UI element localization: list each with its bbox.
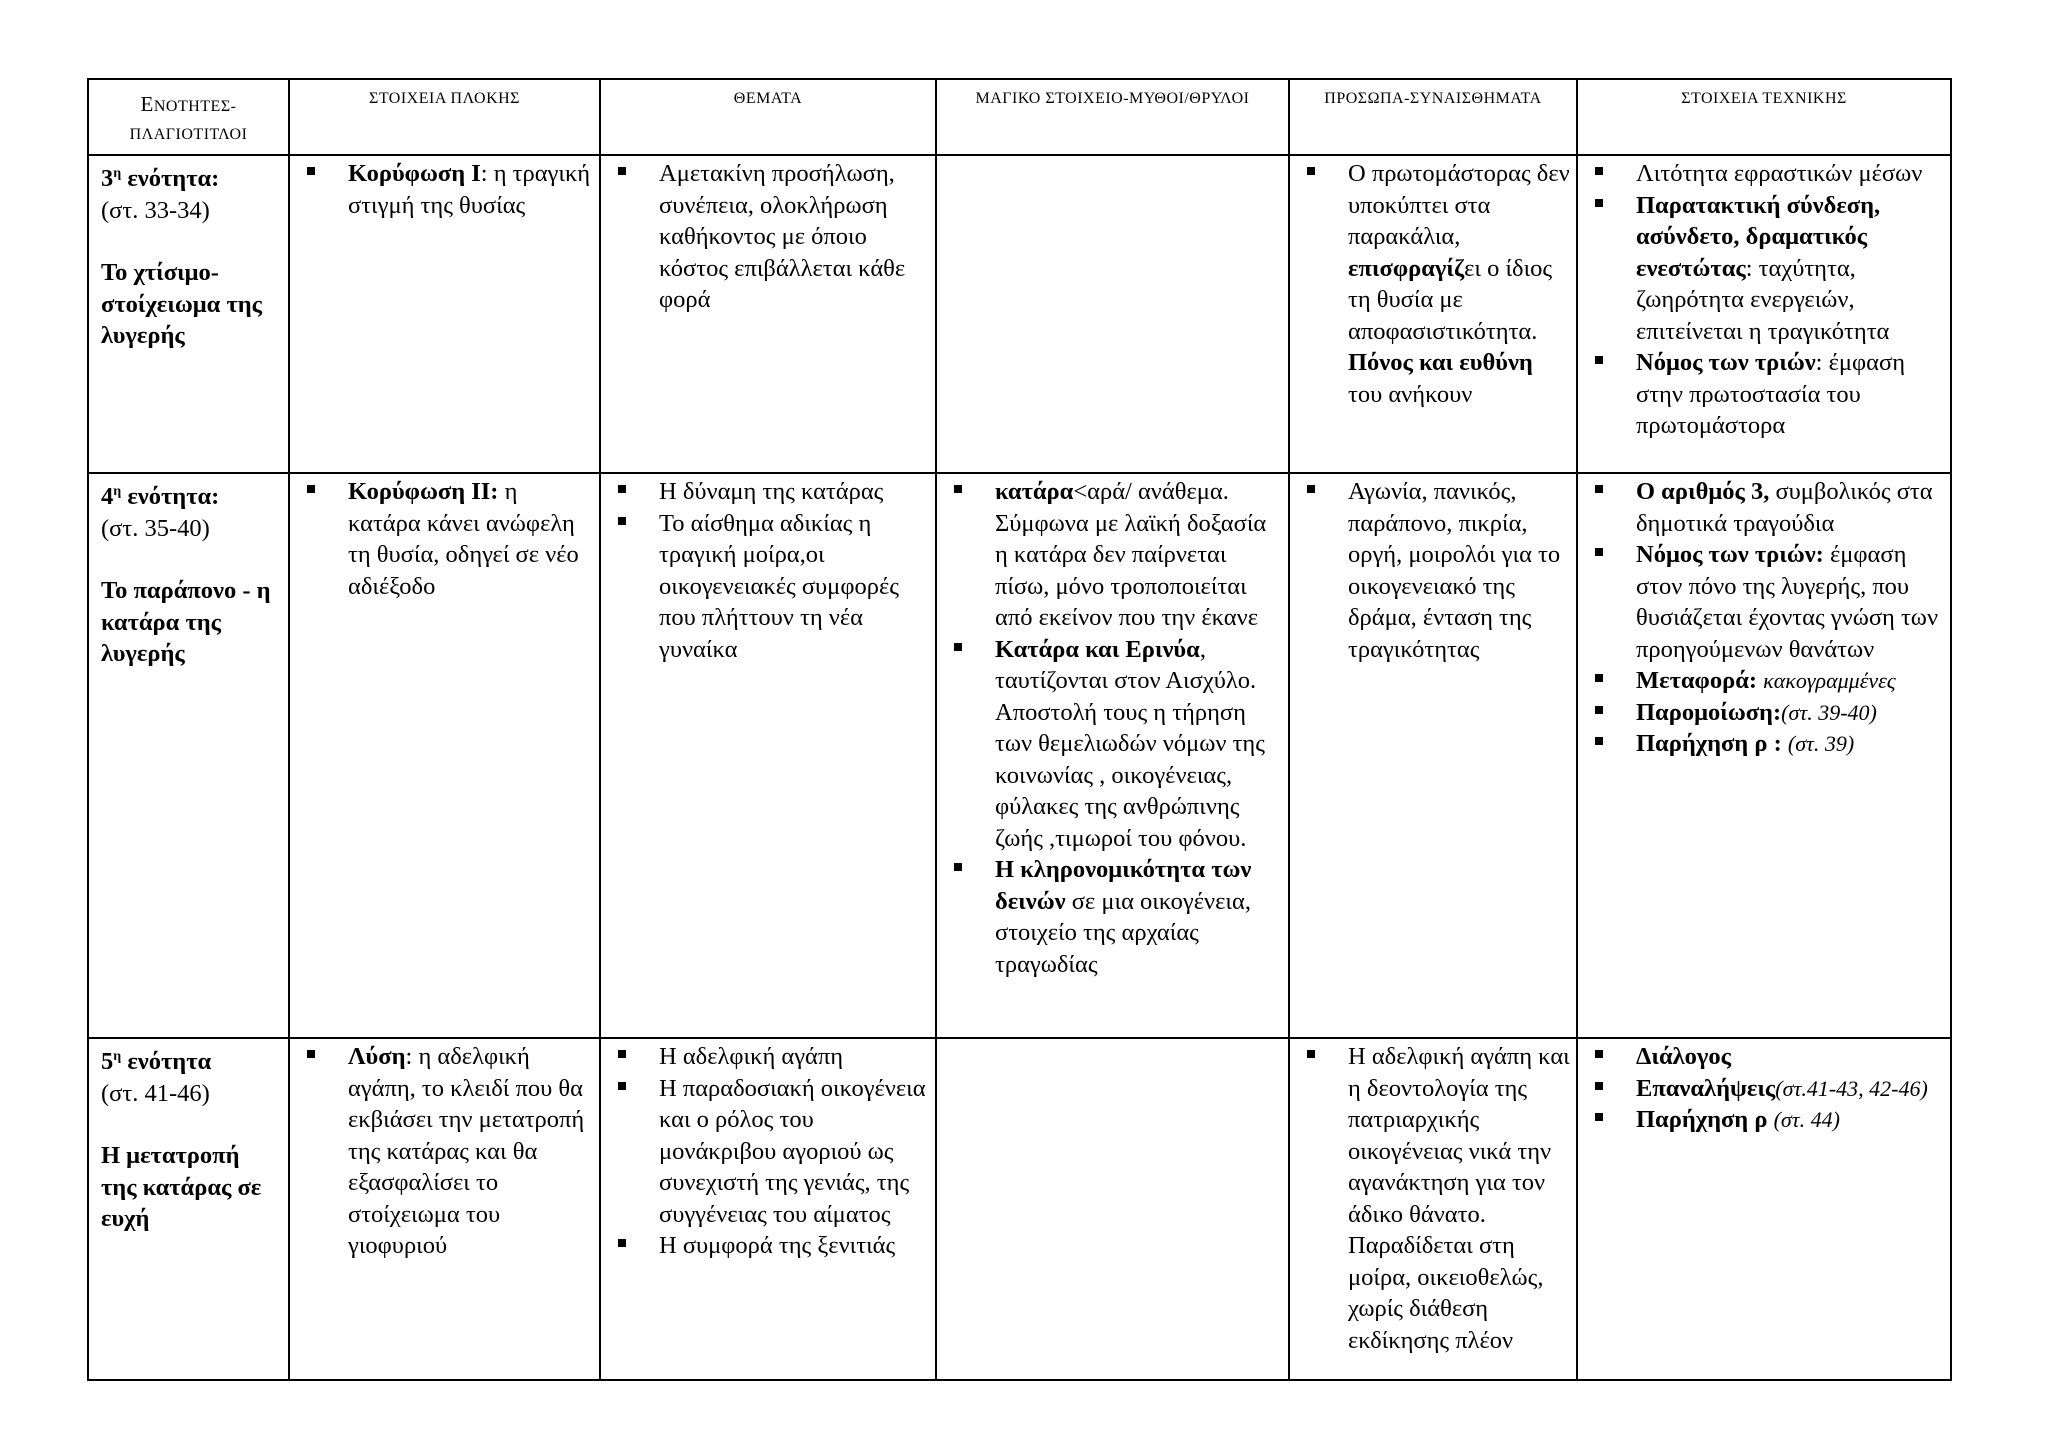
header-row bbox=[88, 79, 1951, 155]
section-title: Η μετατροπή της κατάρας σε ευχή bbox=[101, 1142, 262, 1233]
list-item: Η παραδοσιακή οικογένεια και ο ρόλος του μονάκριβου αγοριού ως συνεχιστή της γενιάς, της συγγένειας του αίματος bbox=[601, 1073, 931, 1231]
magic-list bbox=[937, 156, 1288, 158]
bold-text: Πόνος και ευθύνη bbox=[1348, 349, 1533, 376]
text: : η αδελφική αγάπη, το κλειδί που θα εκβιάσει την μετατροπή της κατάρας και θα εξασφαλίσει το στοίχειωμα του γιοφυριού bbox=[348, 1043, 585, 1259]
persons-list bbox=[1290, 156, 1576, 410]
list-item bbox=[1578, 1041, 1946, 1073]
section-number: 4 bbox=[101, 483, 114, 511]
technique-cell bbox=[1577, 1038, 1951, 1380]
text: : έμφαση στην πρωτοστασία του πρωτομάστορα bbox=[1636, 349, 1906, 439]
list-item bbox=[1290, 158, 1572, 410]
list-item bbox=[1290, 476, 1572, 665]
persons-cell bbox=[1289, 473, 1577, 1038]
list-item: Η αδελφική αγάπη bbox=[601, 1041, 931, 1073]
header-plot: ΣΤΟΙΧΕΙΑ ΠΛΟΚΗΣ bbox=[289, 79, 600, 155]
section-cell bbox=[88, 473, 289, 1038]
bold-text: Η κληρονομικότητα των δεινών bbox=[995, 856, 1252, 915]
magic-cell bbox=[936, 1038, 1289, 1380]
list-item bbox=[1578, 347, 1946, 442]
list-item bbox=[290, 158, 595, 221]
section-sup: η bbox=[113, 1049, 122, 1064]
magic-list bbox=[937, 1039, 1288, 1041]
bold-text: Κορύφωση ΙΙ: bbox=[348, 478, 499, 505]
section-sup: η bbox=[113, 166, 122, 181]
section-heading bbox=[101, 1041, 276, 1078]
list-item bbox=[1578, 1073, 1946, 1105]
technique-cell bbox=[1577, 155, 1951, 473]
list-item bbox=[937, 476, 1284, 634]
plot-cell bbox=[289, 1038, 600, 1380]
list-item bbox=[937, 854, 1284, 980]
technique-list bbox=[1578, 474, 1950, 760]
header-technique: ΣΤΟΙΧΕΙΑ ΤΕΧΝΙΚΗΣ bbox=[1577, 79, 1951, 155]
summary-table bbox=[87, 78, 1952, 1381]
header-sections bbox=[88, 79, 289, 155]
themes-cell bbox=[600, 473, 936, 1038]
plot-list bbox=[290, 1039, 599, 1262]
section-label: ενότητα: bbox=[121, 165, 220, 193]
bold-text: Κατάρα και Ερινύα bbox=[995, 635, 1200, 663]
magic-cell bbox=[936, 473, 1289, 1038]
bold-text: Επαναλήψεις bbox=[1636, 1074, 1776, 1102]
section-title: Το παράπονο - η κατάρα της λυγερής bbox=[101, 577, 271, 668]
persons-list bbox=[1290, 474, 1576, 665]
italic-text: (στ. 44) bbox=[1773, 1107, 1840, 1132]
list-item bbox=[1578, 539, 1946, 665]
text: Λιτότητα εφραστικών μέσων bbox=[1636, 160, 1923, 187]
list-item bbox=[1578, 158, 1946, 190]
section-number: 5 bbox=[101, 1048, 114, 1076]
bold-text: επισφραγίζ bbox=[1348, 254, 1465, 282]
text: ει ο ίδιος τη θυσία με αποφασιστικότητα. bbox=[1348, 254, 1553, 345]
section-verses: (στ. 35-40) bbox=[101, 514, 210, 542]
spacer bbox=[101, 544, 276, 575]
bold-text: Ο αριθμός 3, bbox=[1636, 478, 1770, 505]
italic-text: (στ. 39-40) bbox=[1781, 699, 1877, 725]
bold-text: Νόμος των τριών: bbox=[1636, 541, 1824, 568]
bold-text: Παρομοίωση: bbox=[1636, 698, 1782, 726]
text: : η τραγική στιγμή της θυσίας bbox=[348, 160, 591, 219]
text: του ανήκουν bbox=[1348, 380, 1473, 408]
themes-list bbox=[601, 156, 935, 316]
list-item bbox=[1578, 476, 1946, 539]
section-cell bbox=[88, 1038, 289, 1380]
text: Αγωνία, πανικός, παράπονο, πικρία, οργή, μοιρολόι για το οικογενειακό της δράμα, ένταση της τραγικότητας bbox=[1348, 478, 1561, 663]
section-heading bbox=[101, 476, 276, 513]
list-item bbox=[937, 634, 1284, 855]
italic-text: (στ. 39) bbox=[1787, 731, 1855, 756]
technique-cell bbox=[1577, 473, 1951, 1038]
technique-list bbox=[1578, 1039, 1950, 1136]
themes-list bbox=[601, 1039, 935, 1262]
plot-list bbox=[290, 474, 599, 602]
text: η κατάρα κάνει ανώφελη τη θυσία, οδηγεί σε νέο αδιέξοδο bbox=[348, 478, 579, 600]
bold-text: Παρατακτική σύνδεση, ασύνδετο, δραματικός ενεστώτας bbox=[1636, 191, 1881, 282]
text: Η αδελφική αγάπη και η δεοντολογία της πατριαρχικής οικογένειας νικά την αγανάκτηση για τον άδικο θάνατο. Παραδίδεται στη μοίρα, οικειοθελώς, χωρίς διάθεση εκδίκησης πλέον bbox=[1348, 1043, 1570, 1354]
text: : ταχύτητα, ζωηρότητα ενεργειών, επιτείνεται η τραγικότητα bbox=[1636, 254, 1890, 345]
text: <αρά/ ανάθεμα. Σύμφωνα με λαϊκή δοξασία η κατάρα δεν παίρνεται πίσω, μόνο τροποποιείται από εκείνον που την έκανε bbox=[995, 478, 1267, 631]
list-item bbox=[1290, 1041, 1572, 1356]
list-item: Η δύναμη της κατάρας bbox=[601, 476, 931, 508]
bold-text: Μεταφορά: bbox=[1636, 667, 1758, 694]
header-themes: ΘΕΜΑΤΑ bbox=[600, 79, 936, 155]
list-item bbox=[1578, 1104, 1946, 1136]
persons-cell bbox=[1289, 1038, 1577, 1380]
plot-list bbox=[290, 156, 599, 221]
header-persons: ΠΡΟΣΩΠΑ-ΣΥΝΑΙΣΘΗΜΑΤΑ bbox=[1289, 79, 1577, 155]
section-cell bbox=[88, 155, 289, 473]
themes-list bbox=[601, 474, 935, 665]
themes-cell bbox=[600, 1038, 936, 1380]
italic-text: κακογραμμένες bbox=[1763, 668, 1896, 693]
bold-text: Διάλογος bbox=[1636, 1043, 1731, 1070]
plot-cell bbox=[289, 473, 600, 1038]
header-initial: Ε bbox=[140, 92, 154, 116]
bold-text: Νόμος των τριών bbox=[1636, 349, 1816, 376]
section-verses: (στ. 33-34) bbox=[101, 196, 210, 224]
magic-cell bbox=[936, 155, 1289, 473]
italic-text: (στ.41-43, 42-46) bbox=[1775, 1075, 1928, 1101]
persons-list bbox=[1290, 1039, 1576, 1356]
spacer bbox=[101, 1109, 276, 1140]
persons-cell bbox=[1289, 155, 1577, 473]
section-verses: (στ. 41-46) bbox=[101, 1079, 210, 1107]
list-item bbox=[1578, 697, 1946, 729]
bold-text: Παρήχηση ρ : bbox=[1636, 730, 1782, 757]
magic-list bbox=[937, 474, 1288, 980]
list-item bbox=[290, 1041, 595, 1262]
text: σε μια οικογένεια, στοιχείο της αρχαίας τραγωδίας bbox=[995, 887, 1251, 978]
text: Ο πρωτομάστορας δεν υποκύπτει στα παρακάλια, bbox=[1348, 160, 1570, 250]
header-text: ΝΟΤΗΤΕΣ- bbox=[153, 98, 237, 115]
spacer bbox=[101, 226, 276, 257]
plot-cell bbox=[289, 155, 600, 473]
table-row bbox=[88, 473, 1951, 1038]
text: έμφαση στον πόνο της λυγερής, που θυσιάζεται έχοντας γνώση των προηγούμενων θανάτων bbox=[1636, 541, 1939, 663]
list-item bbox=[290, 476, 595, 602]
section-label: ενότητα: bbox=[121, 483, 220, 511]
section-number: 3 bbox=[101, 165, 114, 193]
list-item: Το αίσθημα αδικίας η τραγική μοίρα,οι οικογενειακές συμφορές που πλήττουν τη νέα γυναίκα bbox=[601, 508, 931, 666]
table-row bbox=[88, 155, 1951, 473]
section-label: ενότητα bbox=[121, 1048, 212, 1076]
bold-text: Λύση bbox=[348, 1043, 406, 1070]
section-title: Το χτίσιμο-στοίχειωμα της λυγερής bbox=[101, 259, 262, 350]
table-row bbox=[88, 1038, 1951, 1380]
list-item bbox=[1578, 190, 1946, 348]
technique-list bbox=[1578, 156, 1950, 442]
header-text-line2: ΠΛΑΓΙΟΤΙΤΛΟΙ bbox=[129, 126, 248, 143]
text: συμβολικός στα δημοτικά τραγούδια bbox=[1636, 478, 1933, 537]
list-item bbox=[1578, 665, 1946, 697]
bold-text: κατάρα bbox=[995, 478, 1074, 505]
list-item: Η συμφορά της ξενιτιάς bbox=[601, 1230, 931, 1262]
text: , ταυτίζονται στον Αισχύλο. Αποστολή τους η τήρηση των θεμελιωδών νόμων της κοινωνίας , οικογένειας, φύλακες της ανθρώπινης ζωής ,τιμωροί του φόνου. bbox=[995, 635, 1265, 852]
header-magic: ΜΑΓΙΚΟ ΣΤΟΙΧΕΙΟ-ΜΥΘΟΙ/ΘΡΥΛΟΙ bbox=[936, 79, 1289, 155]
list-item: Αμετακίνη προσήλωση, συνέπεια, ολοκλήρωση καθήκοντος με όποιο κόστος επιβάλλεται κάθε φορά bbox=[601, 158, 931, 316]
themes-cell bbox=[600, 155, 936, 473]
list-item bbox=[1578, 728, 1946, 760]
bold-text: Κορύφωση Ι bbox=[348, 160, 481, 187]
bold-text: Παρήχηση ρ bbox=[1636, 1106, 1768, 1133]
section-sup: η bbox=[113, 484, 122, 499]
section-heading bbox=[101, 158, 276, 195]
